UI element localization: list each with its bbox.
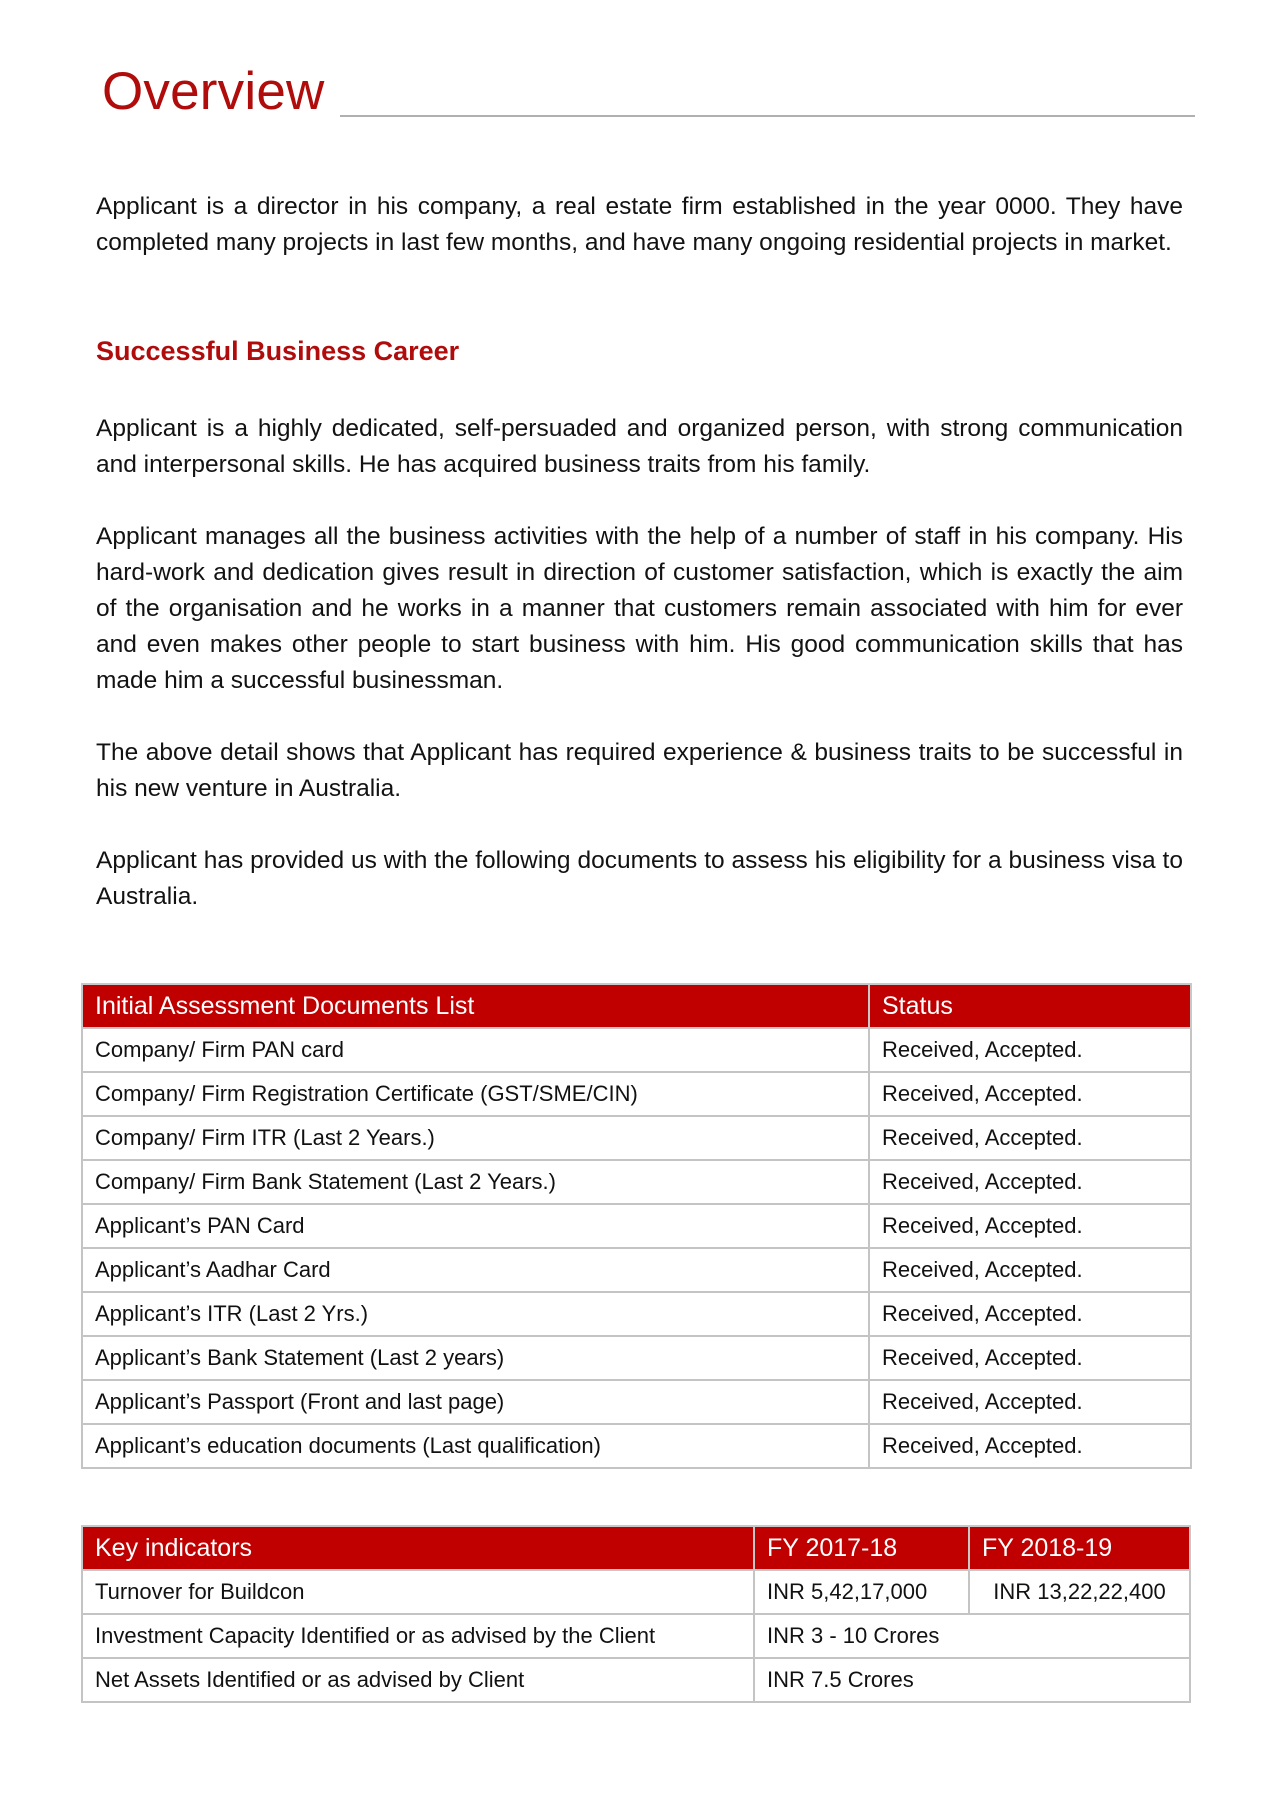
conclusion-paragraph: The above detail shows that Applicant has required experience & business traits to be successful in his new venture in Australia.: [96, 739, 1183, 802]
document-cell: Company/ Firm Registration Certificate (GST/SME/CIN): [82, 1072, 869, 1116]
document-cell: Applicant’s PAN Card: [82, 1204, 869, 1248]
section-heading: Successful Business Career: [96, 336, 460, 366]
table-row: [82, 1204, 1191, 1248]
header-fy-2018-19: FY 2018-19: [969, 1526, 1190, 1570]
document-cell: Applicant’s Bank Statement (Last 2 years): [82, 1336, 869, 1380]
documents-table: [81, 983, 1192, 1469]
table-row: [82, 1614, 1190, 1658]
title-underline: [340, 115, 1195, 117]
status-cell: Received, Accepted.: [869, 1116, 1191, 1160]
fy-2018-19-value: INR 13,22,22,400: [969, 1570, 1190, 1614]
status-cell: Received, Accepted.: [869, 1028, 1191, 1072]
document-cell: Applicant’s Aadhar Card: [82, 1248, 869, 1292]
table-row: [82, 1424, 1191, 1468]
status-cell: Received, Accepted.: [869, 1380, 1191, 1424]
status-cell: Received, Accepted.: [869, 1072, 1191, 1116]
document-cell: Company/ Firm Bank Statement (Last 2 Years.): [82, 1160, 869, 1204]
document-cell: Applicant’s education documents (Last qualification): [82, 1424, 869, 1468]
table-row: [82, 1160, 1191, 1204]
documents-intro-paragraph: Applicant has provided us with the following documents to assess his eligibility for a business visa to Australia.: [96, 847, 1183, 910]
status-cell: Received, Accepted.: [869, 1336, 1191, 1380]
table-row: [82, 1116, 1191, 1160]
investment-capacity-value: INR 3 - 10 Crores: [754, 1614, 1190, 1658]
document-cell: Company/ Firm PAN card: [82, 1028, 869, 1072]
status-cell: Received, Accepted.: [869, 1292, 1191, 1336]
overview-title: Overview: [102, 62, 325, 121]
table-row: [82, 1292, 1191, 1336]
status-cell: Received, Accepted.: [869, 1248, 1191, 1292]
indicator-cell: Net Assets Identified or as advised by Client: [82, 1658, 754, 1702]
table-row: [82, 1336, 1191, 1380]
document-cell: Applicant’s ITR (Last 2 Yrs.): [82, 1292, 869, 1336]
status-cell: Received, Accepted.: [869, 1204, 1191, 1248]
header-status: Status: [869, 984, 1191, 1028]
traits-paragraph: Applicant is a highly dedicated, self-persuaded and organized person, with strong communication and interpersonal skills. He has acquired business traits from his family.: [96, 415, 1183, 478]
table-row: [82, 1028, 1191, 1072]
key-indicators-table: [81, 1525, 1191, 1703]
table-row: [82, 1072, 1191, 1116]
indicator-cell: Investment Capacity Identified or as advised by the Client: [82, 1614, 754, 1658]
status-cell: Received, Accepted.: [869, 1424, 1191, 1468]
document-cell: Applicant’s Passport (Front and last page): [82, 1380, 869, 1424]
table-row: [82, 1570, 1190, 1614]
fy-2017-18-value: INR 5,42,17,000: [754, 1570, 969, 1614]
management-paragraph: Applicant manages all the business activities with the help of a number of staff in his company. His hard-work and dedication gives result in direction of customer satisfaction, which is exactly the aim of the organisation and he works in a manner that customers remain associated with him for ever and even makes other people to start business with him. His good communication skills that has made him a successful businessman.: [96, 523, 1183, 694]
header-indicator: Key indicators: [82, 1526, 754, 1570]
header-fy-2017-18: FY 2017-18: [754, 1526, 969, 1570]
indicator-cell: Turnover for Buildcon: [82, 1570, 754, 1614]
key-indicators-header: [82, 1526, 1190, 1570]
document-cell: Company/ Firm ITR (Last 2 Years.): [82, 1116, 869, 1160]
header-document: Initial Assessment Documents List: [82, 984, 869, 1028]
table-row: [82, 1658, 1190, 1702]
table-row: [82, 1380, 1191, 1424]
documents-table-header: [82, 984, 1191, 1028]
status-cell: Received, Accepted.: [869, 1160, 1191, 1204]
net-assets-value: INR 7.5 Crores: [754, 1658, 1190, 1702]
table-row: [82, 1248, 1191, 1292]
intro-paragraph: Applicant is a director in his company, a real estate firm established in the year 0000. They have completed many projects in last few months, and have many ongoing residential projects in market.: [96, 193, 1183, 256]
